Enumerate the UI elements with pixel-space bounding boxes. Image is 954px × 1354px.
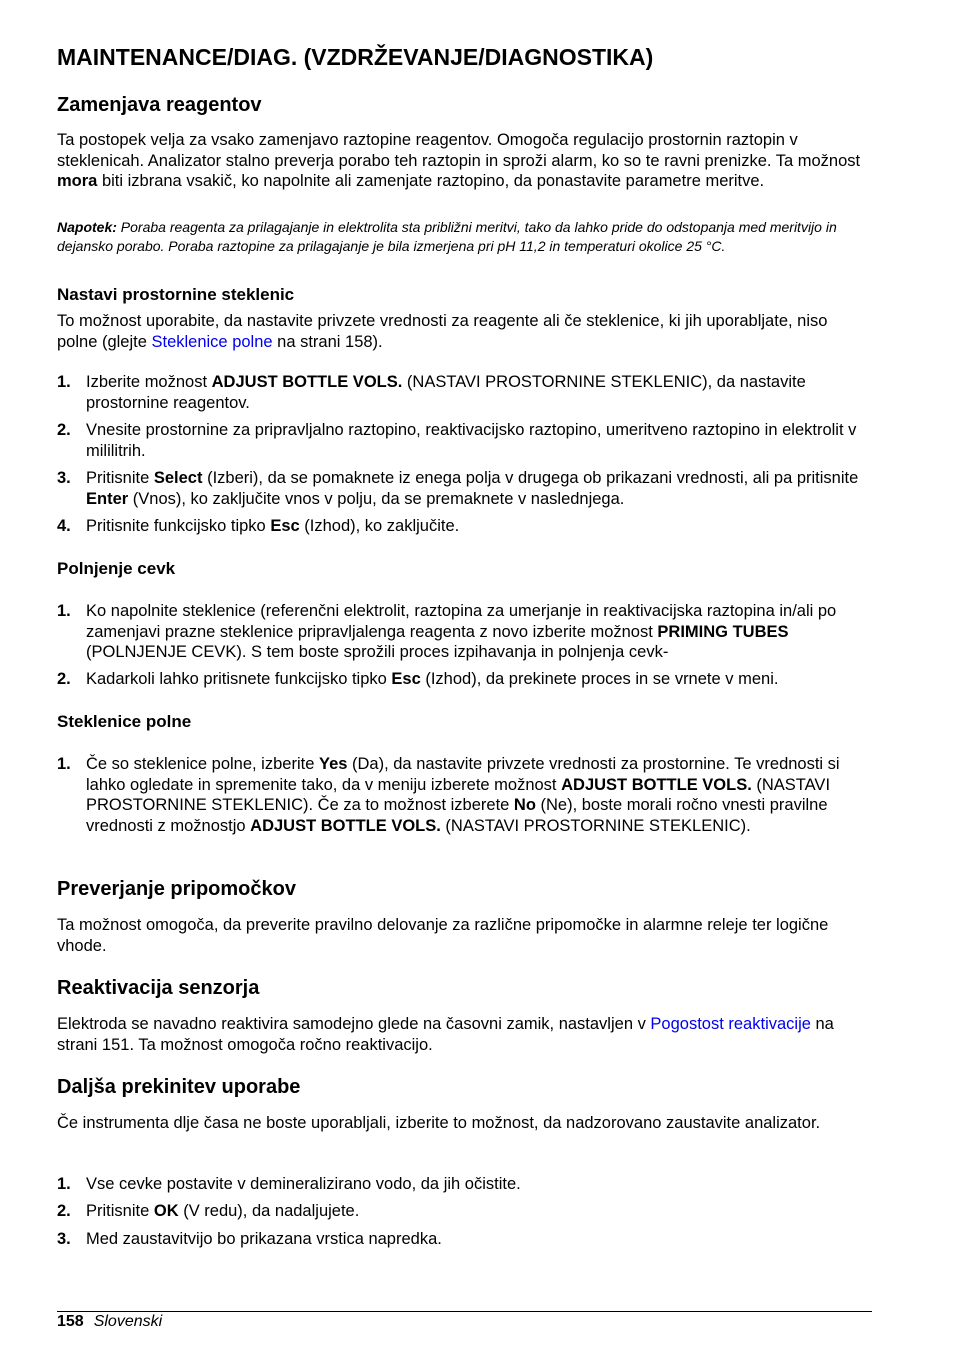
paragraph-zamenjava-intro: Ta postopek velja za vsako zamenjavo raztopine reagentov. Omogoča regulacijo prostornin raztopin v steklenicah. Analizator stalno preverja porabo teh raztopin in sproži alarm, ko so te ravni prenizke. Ta možnost mora biti izbrana vsakič, ko napolnite ali zamenjate raztopino, da ponastavite parametre meritve. [57,131,861,190]
list-item: 2. Kadarkoli lahko pritisnete funkcijsko tipko Esc (Izhod), da prekinete proces in se vrnete v meni. [57,670,779,688]
section-heading-zamenjava-reagentov: Zamenjava reagentov [57,94,262,116]
subsection-heading-steklenice-polne: Steklenice polne [57,712,192,731]
section-heading-reaktivacija-senzorja: Reaktivacija senzorja [57,977,260,999]
list-item: 1. Vse cevke postavite v demineralizirano vodo, da jih očistite. [57,1175,521,1193]
paragraph-nastavi-prostornine: To možnost uporabite, da nastavite privzete vrednosti za reagente ali če steklenice, ki jih uporabljate, niso polne (glejte Steklenice polne na strani 158). [57,312,828,351]
note: Napotek: Poraba reagenta za prilagajanje in elektrolita sta približni meritvi, tako da lahko pride do odstopanja med meritvijo in dejansko porabo. Poraba raztopine za prilagajanje je bila izmerjena pri pH 11,2 in temperaturi okolice 25 °C. [57,219,837,254]
link-pogostost-reaktivacije[interactable]: Pogostost reaktivacije [650,1015,811,1033]
list-item: 4. Pritisnite funkcijsko tipko Esc (Izhod), ko zaključite. [57,517,460,535]
section-heading-daljsa-prekinitev: Daljša prekinitev uporabe [57,1076,301,1098]
list-item: 1. Ko napolnite steklenice (referenčni elektrolit, raztopina za umerjanje in reaktivacijska raztopina in/ali po zamenjavi prazne steklenice pripravljalenga reagenta z novo izberite možnost PRIMING TUBES (POLNJENJE CEVK). S tem boste sprožili proces izpihavanja in polnjenja cevk- [57,602,837,661]
note-label: Napotek: [57,219,117,235]
list-item: 3. Pritisnite Select (Izberi), da se pomaknete iz enega polja v drugega ob prikazani vrednosti, ali pa pritisnite Enter (Vnos), ko zaključite vnos v polju, da se premaknete v naslednjega. [57,469,859,508]
page-footer [57,1313,162,1331]
paragraph-daljsa-prekinitev: Če instrumenta dlje časa ne boste uporabljali, izberite to možnost, da nadzorovano zaustavite analizator. [57,1114,821,1132]
paragraph-reaktivacija: Elektroda se navadno reaktivira samodejno glede na časovni zamik, nastavljen v Pogostost reaktivacije na strani 151. Ta možnost omogoča ročno reaktivacijo. [57,1015,834,1054]
list-item: 1. Če so steklenice polne, izberite Yes (Da), da nastavite privzete vrednosti za prostornine. Te vrednosti si lahko ogledate in spremenite tako, da v meniju izberete možnost ADJUST BOTTLE VOLS. (NASTAVI PROSTORNINE STEKLENIC). Če za to možnost izberete No (Ne), boste morali ročno vnesti pravilne vrednosti z možnostjo ADJUST BOTTLE VOLS. (NASTAVI PROSTORNINE STEKLENIC). [57,755,840,835]
link-steklenice-polne[interactable]: Steklenice polne [151,332,273,351]
list-item: 2. Pritisnite OK (V redu), da nadaljujete. [57,1202,360,1220]
list-item: 2. Vnesite prostornine za pripravljalno raztopino, reaktivacijsko raztopino, umeritveno raztopino in elektrolit v mililitrih. [57,421,857,460]
page-number: 158 [57,1313,84,1330]
subsection-heading-polnjenje-cevk: Polnjenje cevk [57,559,176,578]
footer-divider [57,1311,872,1312]
page-title: MAINTENANCE/DIAG. (VZDRŽEVANJE/DIAGNOSTIKA) [57,44,654,70]
list-item: 3. Med zaustavitvijo bo prikazana vrstica napredka. [57,1230,442,1248]
subsection-heading-nastavi-prostornine: Nastavi prostornine steklenic [57,285,295,304]
list-item: 1. Izberite možnost ADJUST BOTTLE VOLS. (NASTAVI PROSTORNINE STEKLENIC), da nastavite prostornine reagentov. [57,373,806,412]
section-heading-preverjanje-pripomockov: Preverjanje pripomočkov [57,878,296,900]
paragraph-preverjanje: Ta možnost omogoča, da preverite pravilno delovanje za različne pripomočke in alarmne releje ter logične vhode. [57,916,829,955]
footer-language: Slovenski [93,1313,163,1330]
